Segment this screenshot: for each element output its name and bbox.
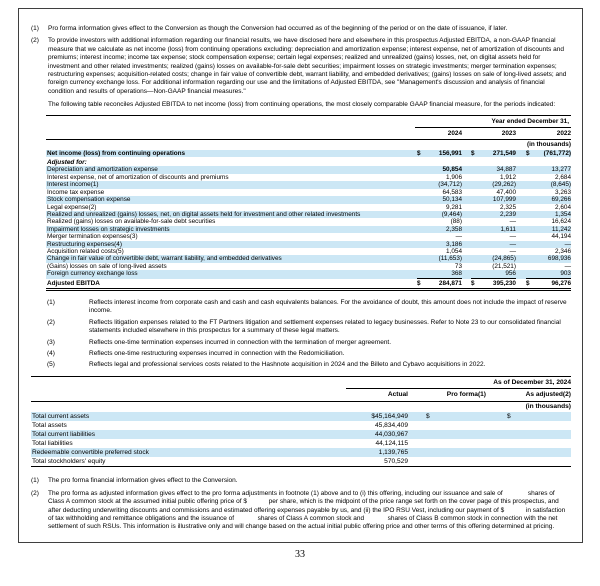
currency-symbol: $ [471,279,475,287]
ebitda-table-row [46,211,571,218]
row-label: Legal expense(2) [47,203,97,211]
value: 3,186 [446,240,462,248]
footnote-marker: (2) [47,318,55,326]
ebitda-table-row [46,196,571,203]
value-cell [417,218,462,225]
value: 698,936 [547,255,571,263]
value-cell [471,174,516,181]
row-label: Redeemable convertible preferred stock [32,449,149,457]
value-cell [526,263,571,270]
value-cell [471,196,516,203]
ebitda-table-row [46,248,571,255]
footnote-marker: (1) [31,25,39,32]
value-cell [526,241,571,248]
value-cell [526,270,571,278]
actual-value: 44,030,967 [374,431,408,439]
row-label: Stock compensation expense [47,196,131,204]
value: (8,645) [550,181,571,189]
value: 1,912 [500,173,516,181]
footnote-marker: (3) [47,338,55,346]
footnote [31,37,571,96]
balance-table-row [31,430,571,439]
footnote [47,319,571,336]
value-cell [417,189,462,196]
ebitda-table-row [46,218,571,225]
column-header-pro-forma: Pro forma(1) [446,390,486,398]
value-cell [526,248,571,255]
as-of-header: As of December 31, 2024 [346,379,571,390]
value-cell [417,174,462,181]
value: 34,887 [496,166,516,174]
value-cell [526,255,571,262]
period-header: Year ended December 31, [415,118,571,128]
balance-table-body [31,412,571,467]
value-cell [471,204,516,211]
value: 1,906 [446,173,462,181]
ebitda-table-row [46,241,571,248]
value: 2,325 [500,203,516,211]
year-header-row [46,128,571,140]
footnote-text: Pro forma information gives effect to the Conversion as though the Conversion had occurred as of the beginning of the period or on the date of issuance, if later. [48,25,508,32]
value-cell [471,255,516,262]
value-cell [471,150,516,157]
value: (11,653) [438,255,462,263]
value: 156,991 [438,149,462,157]
value: (88) [450,218,462,226]
footnote-text: The pro forma as adjusted information gives effect to the pro forma adjustments in footnote (1) above and to (i) this offering, including our issuance and sale of shares of Class A common stock at the assumed initial public offering price of $ per share, which is the midpoint of the price range set forth on the cover page of this prospectus, and after deducting underwriting discounts and commissions and estimated offering expenses payable by us, and (ii) the IPO RSU Vest, including our payment of $ in satisfaction of tax withholding and remittance obligations and the issuance of shares of Class A common stock and shares of Class B common stock in connection with the net settlement of such RSUs. This information is illustrative only and will change based on the actual initial public offering price and other terms of this offering determined at pricing. [48,489,566,531]
footnote-text: Reflects interest income from corporate cash and cash and cash equivalents balances. For the avoidance of doubt, this amount does not include the impact of reserve income. [89,298,567,315]
ebitda-table-row [46,159,571,166]
value-cell [417,241,462,248]
value: 2,604 [555,203,571,211]
column-header-actual: Actual [387,390,408,398]
page-border [18,8,583,543]
units-note: (in thousands) [525,402,571,410]
year-column-header: 2024 [447,129,462,137]
value: 44,194 [551,233,571,241]
value: — [564,262,571,270]
row-label: Restructuring expenses(4) [47,240,122,248]
value-cell [471,189,516,196]
row-label: Income tax expense [47,188,105,196]
row-label: Total current liabilities [32,431,96,439]
actual-value: 45,834,409 [374,422,408,430]
actual-value: 44,124,115 [375,440,408,448]
ebitda-reconciliation-table [46,115,571,291]
row-label: Total current assets [32,413,90,421]
footnote-marker: (5) [47,361,55,369]
value-cell [417,263,462,270]
value: 107,999 [492,196,516,204]
value: 16,624 [551,218,571,226]
value-cell [417,150,462,157]
footnote [47,350,571,358]
ebitda-table-row [46,279,571,291]
value: 11,242 [551,225,571,233]
value-cell [417,196,462,203]
value-cell [471,248,516,255]
value-cell [526,204,571,211]
value: (9,464) [441,210,462,218]
intro-paragraph: The following table reconciles Adjusted EBITDA to net income (loss) from continuing operations, the most closely comparable GAAP financial measure, for the periods indicated: [48,101,556,109]
value: 50,134 [442,196,462,204]
footnote [31,477,571,485]
value-cell [417,211,462,218]
value: (761,772) [543,149,571,157]
value-cell [417,233,462,240]
balance-table-row [31,448,571,457]
ebitda-table-row [46,181,571,188]
value: (21,521) [492,262,516,270]
spacer [31,379,346,390]
footnote-marker: (1) [31,477,39,485]
footnote-text: The pro forma financial information gives effect to the Conversion. [48,477,238,485]
currency-symbol: $ [417,149,421,157]
footnote [47,361,571,369]
value-cell [471,166,516,173]
row-label: Total assets [32,422,67,430]
value-cell [471,270,516,278]
value: (34,712) [438,181,462,189]
as-adjusted-value: $ [507,413,511,421]
value: (29,262) [492,181,516,189]
value: 69,266 [551,196,571,204]
value-cell [526,166,571,173]
value: 2,346 [555,247,571,255]
actual-value: 570,529 [384,458,408,466]
value-cell [471,233,516,240]
value: 2,684 [555,173,571,181]
row-label: Interest income(1) [47,181,99,189]
value-cell [471,226,516,233]
ebitda-table-row [46,150,571,157]
value: — [564,240,571,248]
ebitda-table-row [46,226,571,233]
value: 1,354 [555,210,571,218]
row-label: Realized and unrealized (gains) losses, net, on digital assets held for investment and other related investments [47,210,361,218]
row-label: Realized (gains) losses on available-for-sale debt securities [47,218,216,226]
year-column-header: 2023 [501,129,516,137]
as-of-header-row [31,377,571,390]
row-label: Net income (loss) from continuing operations [47,149,186,157]
value-cell [526,218,571,225]
value: 64,583 [442,188,462,196]
row-label: Impairment losses on strategic investments [47,225,170,233]
value: 96,276 [551,279,571,287]
value-cell [417,181,462,188]
value: 3,263 [555,188,571,196]
row-label: Adjusted EBITDA [47,279,100,287]
value: — [509,218,516,226]
spacer [46,118,415,128]
value: 1,611 [500,225,516,233]
value: 956 [505,270,516,278]
row-label: Depreciation and amortization expense [47,166,158,174]
currency-symbol: $ [526,149,530,157]
value: — [509,247,516,255]
value-cell [417,204,462,211]
value: 13,277 [551,166,571,174]
actual-value: 1,139,765 [378,449,408,457]
row-label: (Gains) losses on sale of long-lived assets [47,262,167,270]
value-cell [471,218,516,225]
balance-table-row [31,439,571,448]
row-label: Acquisition related costs(5) [47,247,124,255]
value: 368 [451,270,462,278]
row-label: Adjusted for: [47,159,87,167]
value-cell [526,211,571,218]
balance-sheet-table [31,376,571,468]
currency-symbol: $ [417,279,421,287]
row-label: Merger termination expenses(3) [47,233,138,241]
value: 284,871 [438,279,462,287]
units-note: (in thousands) [526,140,571,148]
ebitda-table-row [46,263,571,270]
value: 903 [560,270,571,278]
year-column-header: 2022 [556,129,571,137]
currency-symbol: $ [471,149,475,157]
value: 47,400 [496,188,516,196]
value-cell [526,150,571,157]
value-cell [471,263,516,270]
actual-value: $45,164,949 [371,413,408,421]
ebitda-table-row [46,270,571,278]
value: 271,549 [492,149,516,157]
value-cell [526,189,571,196]
value: 1,054 [446,247,462,255]
top-footnotes [31,25,571,96]
row-label: Foreign currency exchange loss [47,270,138,278]
footnote-marker: (2) [31,489,39,497]
ebitda-table-row [46,204,571,211]
spacer [31,391,346,400]
value-cell [526,196,571,203]
balance-table-row [31,457,571,467]
footnote-text: Reflects legal and professional services costs related to the Hashnote acquisition in 2024 and the Billeto and Cybavo acquisitions in 2022. [89,361,486,369]
footnote [47,299,571,316]
ebitda-table-body [46,150,571,291]
value: — [509,240,516,248]
value-cell [471,211,516,218]
row-label: Total stockholders' equity [32,458,106,466]
value: — [455,233,462,241]
value-cell [417,280,462,287]
row-label: Interest expense, net of amortization of discounts and premiums [47,173,229,181]
balance-table-row [31,421,571,430]
footnote-text: Reflects litigation expenses related to the FT Partners litigation and settlement expenses related to legacy businesses. Refer to Note 23 to our consolidated financial statements included elsewhere in this prospectus for a summary of these legal matters. [89,318,561,335]
value-cell [471,241,516,248]
row-label: Total liabilities [32,440,73,448]
column-header-as-adjusted: As adjusted(2) [525,390,571,398]
value-cell [417,270,462,278]
footnote-text: Reflects one-time restructuring expenses incurred in connection with the Redomiciliation. [89,350,345,357]
value: 50,854 [442,166,462,174]
footnote-marker: (2) [31,37,39,45]
value: 9,281 [446,203,462,211]
ebitda-table-row [46,174,571,181]
ebitda-table-row [46,189,571,196]
value: (24,865) [492,255,516,263]
value: 2,358 [446,225,462,233]
bottom-footnotes [31,477,571,531]
value-cell [417,248,462,255]
value: — [509,233,516,241]
currency-symbol: $ [526,279,530,287]
value-cell [417,166,462,173]
period-header-row [46,116,571,128]
footnote-text: Reflects one-time termination expenses incurred in connection with the termination of merger agreement. [89,338,392,346]
value-cell [417,255,462,262]
balance-table-row [31,412,571,421]
value-cell [471,280,516,287]
footnote-text: To provide investors with additional information regarding our financial results, we have disclosed here and elsewhere in this prospectus Adjusted EBITDA, a non-GAAP financial measure that we calculate as net income (loss) from continuing operations excluding: depreciation and amortization expense; interest expense, net of amortization of discounts and premiums; interest income; income tax expense; stock compensation expense; certain legal expenses; realized and unrealized (gains) losses, net, on digital assets held for investment and other related investments; realized (gains) losses on available-for-sale debt securities; impairment losses on strategic investments; merger termination expenses; restructuring expenses; acquisition-related costs; change in fair value of convertible debt, warrant liability, and embedded derivatives; (gains) losses on sale of long-lived assets; and foreign currency exchange loss. For additional information regarding our use and the limitations of Adjusted EBITDA, see "Management's discussion and analysis of financial condition and results of operations—Non-GAAP financial measures." [48,37,567,95]
footnote-marker: (1) [47,298,55,306]
row-label: Change in fair value of convertible debt, warrant liability, and embedded derivatives [47,255,282,263]
footnote [31,25,571,33]
page-number: 33 [295,549,305,560]
footnote-marker: (4) [47,350,55,357]
value-cell [471,181,516,188]
value: 2,239 [500,210,516,218]
value-cell [526,233,571,240]
ebitda-table-row [46,166,571,173]
value-cell [526,174,571,181]
value-cell [526,280,571,287]
ebitda-table-row [46,233,571,240]
value: 73 [454,262,462,270]
mid-footnotes [31,299,571,370]
spacer [46,130,417,138]
value-cell [526,181,571,188]
value: 395,230 [492,279,516,287]
column-header-row [31,389,571,402]
ebitda-table-row [46,255,571,262]
footnote [31,490,571,532]
pro-forma-value: $ [426,413,430,421]
value-cell [526,226,571,233]
value-cell [417,226,462,233]
footnote [47,339,571,347]
